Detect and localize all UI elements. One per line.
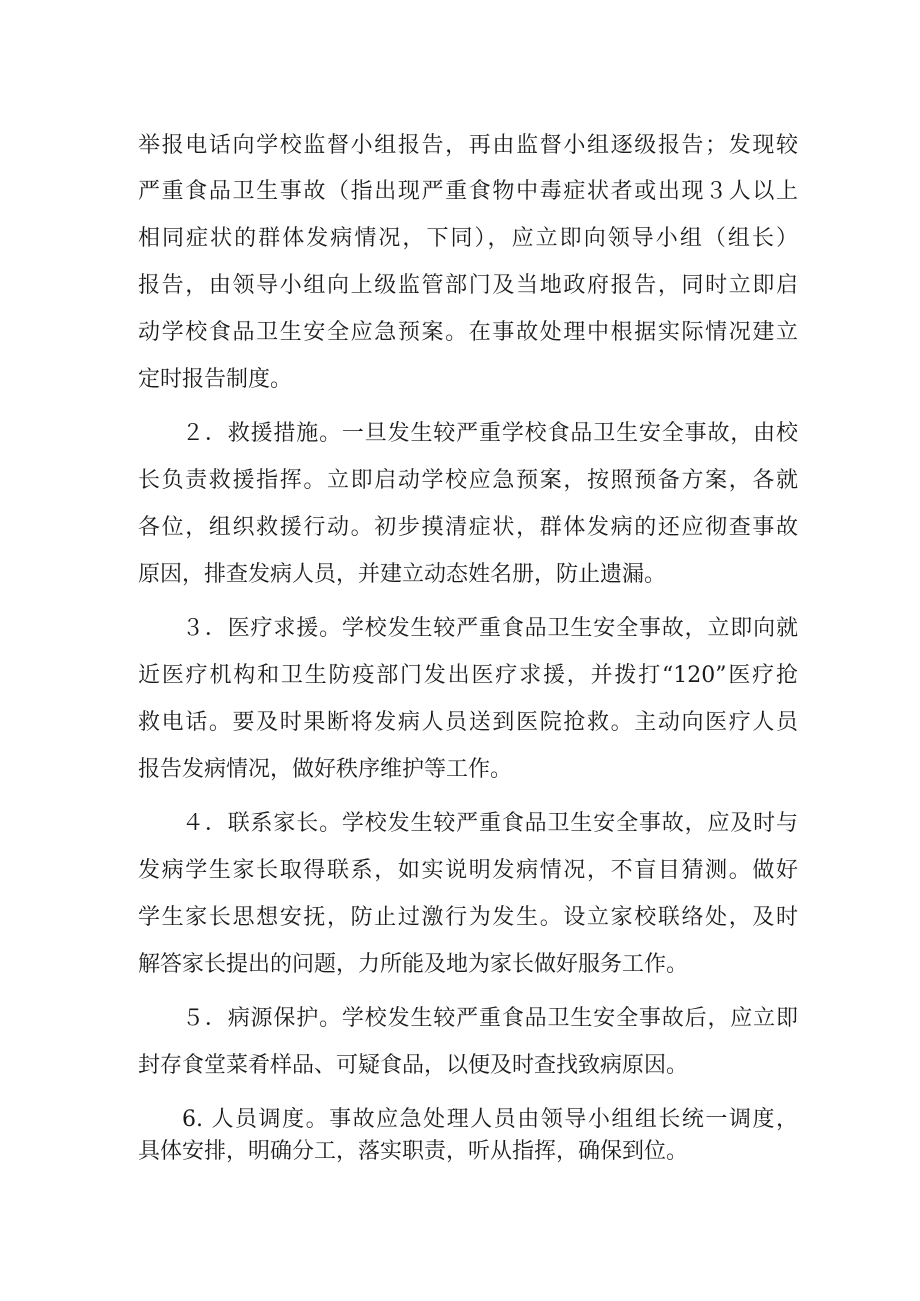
paragraph-line: 具体安排，明确分工，落实职责，听从指挥，确保到位。 [138,1139,689,1164]
paragraph-line: 长负责救援指挥。立即启动学校应急预案，按照预备方案，各就 [138,468,798,493]
paragraph-line: 严重食品卫生事故（指出现严重食物中毒症状者或出现３人以上 [138,179,798,204]
paragraph-line: 封存食堂菜肴样品、可疑食品，以便及时查找致病原因。 [138,1053,689,1078]
paragraph-line: 救电话。要及时果断将发病人员送到医院抢救。主动向医疗人员 [138,710,798,735]
paragraph-line: 各位，组织救援行动。初步摸清症状，群体发病的还应彻查事故 [138,515,798,540]
paragraph-line: 定时报告制度。 [138,367,293,392]
paragraph-line: 发病学生家长取得联系，如实说明发病情况，不盲目猜测。做好 [138,858,798,883]
paragraph-line: 原因，排查发病人员，并建立动态姓名册，防止遗漏。 [138,562,667,587]
paragraph-line: ２．救援措施。一旦发生较严重学校食品卫生安全事故，由校 [182,421,798,446]
paragraph-line: ４．联系家长。学校发生较严重食品卫生安全事故，应及时与 [182,811,798,836]
paragraph-line: ３．医疗求援。学校发生较严重食品卫生安全事故，立即向就 [182,616,798,641]
paragraph-line: 动学校食品卫生安全应急预案。在事故处理中根据实际情况建立 [138,320,798,345]
paragraph-line: 报告，由领导小组向上级监管部门及当地政府报告，同时立即启 [138,273,798,298]
paragraph-line: 6. 人员调度。事故应急处理人员由领导小组组长统一调度， [182,1107,798,1132]
paragraph-line: 举报电话向学校监督小组报告，再由监督小组逐级报告；发现较 [138,133,798,158]
paragraph-line: 解答家长提出的问题，力所能及地为家长做好服务工作。 [138,952,689,977]
paragraph-line: 报告发病情况，做好秩序维护等工作。 [138,757,513,782]
paragraph-line: 相同症状的群体发病情况，下同），应立即向领导小组（组长） [138,226,798,251]
paragraph-line: 学生家长思想安抚，防止过激行为发生。设立家校联络处，及时 [138,905,798,930]
paragraph-line: 近医疗机构和卫生防疫部门发出医疗求援，并拨打“120”医疗抢 [138,663,798,688]
paragraph-line: ５．病源保护。学校发生较严重食品卫生安全事故后，应立即 [182,1006,798,1031]
